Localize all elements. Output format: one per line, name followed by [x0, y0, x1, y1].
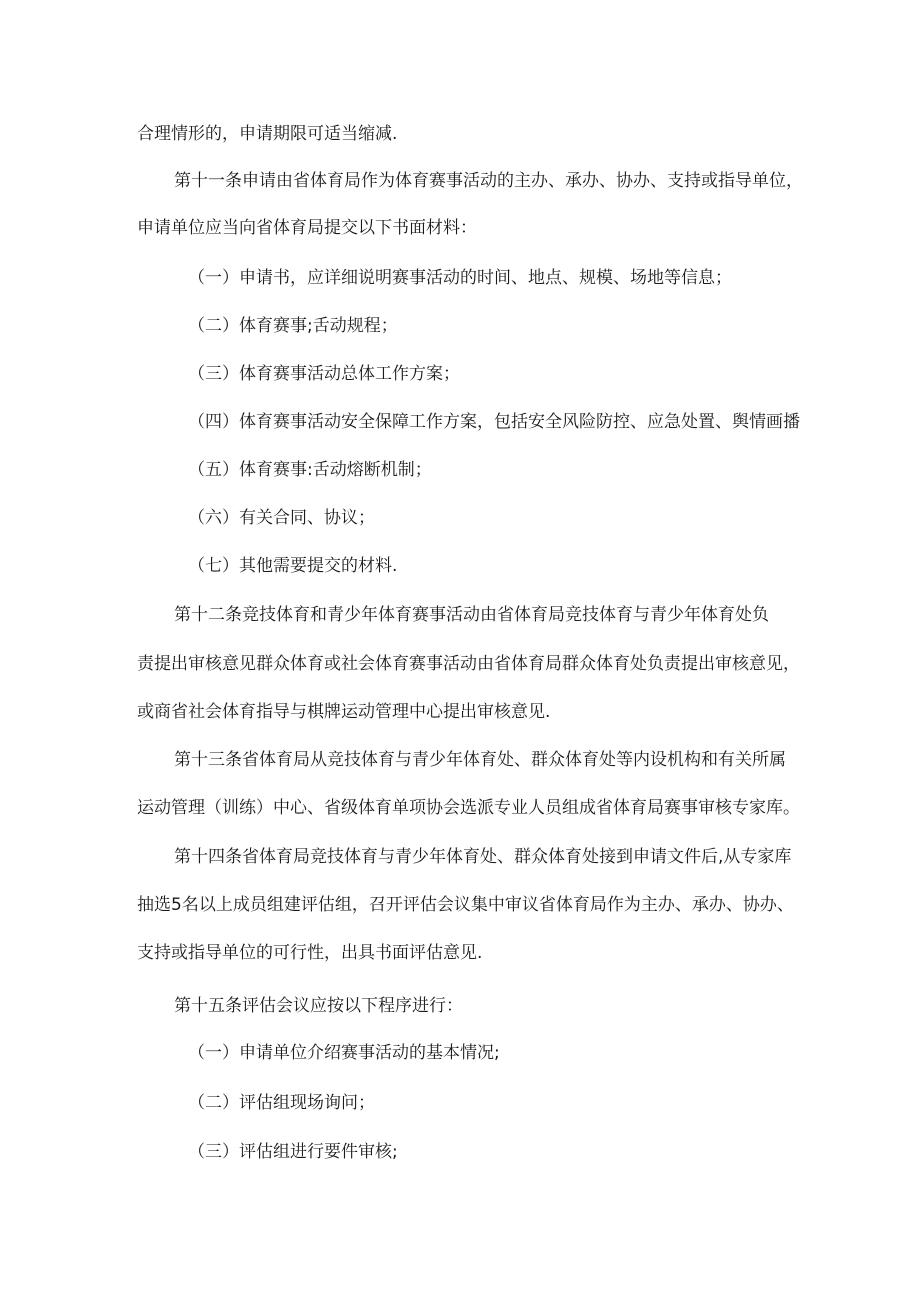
article-13-line-2: 运动管理（训练）中心、省级体育单项协会选派专业人员组成省体育局赛事审核专家库。 [137, 798, 800, 818]
list-item-2: （二）体育赛事;舌动规程； [188, 316, 398, 336]
article-13-line-1: 第十三条省体育局从竞技体育与青少年体育处、群众体育处等内设机构和有关所属 [174, 750, 786, 770]
text-line: 合理情形的，申请期限可适当缩减. [137, 124, 398, 144]
list-item-1: （一）申请书，应详细说明赛事活动的时间、地点、规模、场地等信息； [188, 268, 732, 288]
procedure-item-2: （二）评估组现场询问； [188, 1093, 375, 1113]
article-14-line-1: 第十四条省体育局竞技体育与青少年体育处、群众体育处接到申请文件后,从专家库 [174, 847, 792, 867]
list-item-3: （三）体育赛事活动总体工作方案； [188, 364, 460, 384]
article-11-line-2: 申请单位应当向省体育局提交以下书面材料： [137, 218, 477, 238]
article-14-line-2: 抽选5名以上成员组建评估组，召开评估会议集中审议省体育局作为主办、承办、协办、 [137, 895, 794, 915]
article-14-line-3: 支持或指导单位的可行性，出具书面评估意见. [137, 943, 483, 963]
article-15-line-1: 第十五条评估会议应按以下程序进行： [174, 996, 463, 1016]
procedure-item-3: （三）评估组进行要件审核; [188, 1142, 398, 1162]
article-11-line-1: 第十一条申请由省体育局作为体育赛事活动的主办、承办、协办、支持或指导单位， [174, 171, 803, 191]
list-item-6: （六）有关合同、协议； [188, 508, 375, 528]
article-12-line-1: 第十二条竞技体育和青少年体育赛事活动由省体育局竞技体育与青少年体育处负 [174, 605, 769, 625]
article-12-line-2: 责提出审核意见群众体育或社会体育赛事活动由省体育局群众体育处负责提出审核意见， [137, 654, 800, 674]
list-item-7: （七）其他需要提交的材料. [188, 556, 398, 576]
procedure-item-1: （一）申请单位介绍赛事活动的基本情况; [188, 1043, 500, 1063]
list-item-4: （四）体育赛事活动安全保障工作方案，包括安全风险防控、应急处置、舆情画播 [188, 412, 800, 432]
list-item-5: （五）体育赛事:舌动熔断机制； [188, 460, 432, 480]
article-12-line-3: 或商省社会体育指导与棋牌运动管理中心提出审核意见. [137, 702, 551, 722]
